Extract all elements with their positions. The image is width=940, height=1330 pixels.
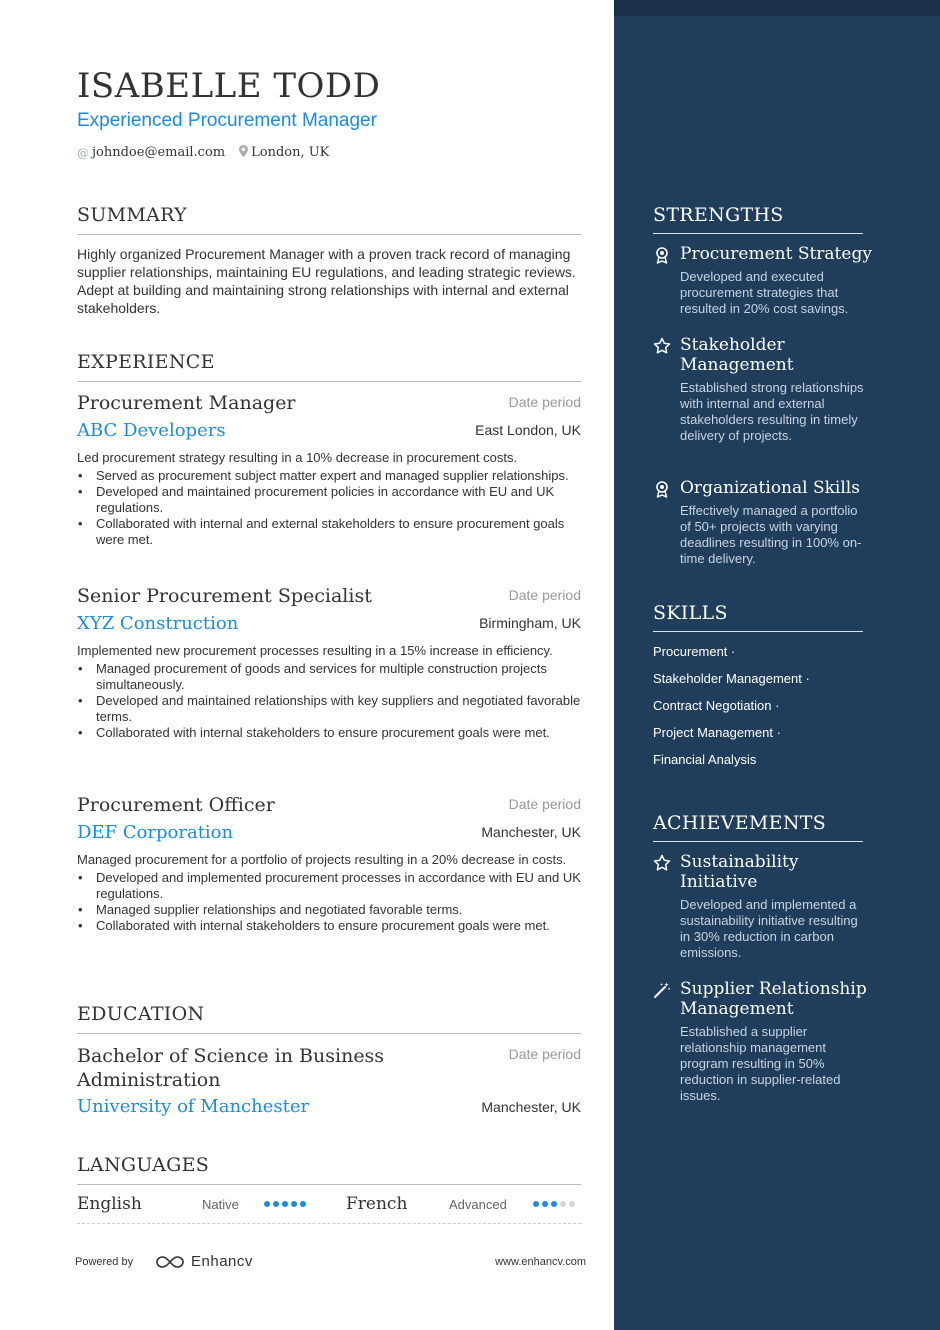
strength-description: Established strong relationships with internal and external stakeholders resulting in timely delivery of projects. [680, 380, 864, 443]
education-location: Manchester, UK [481, 1099, 581, 1115]
job-location: Manchester, UK [481, 824, 581, 840]
strength-title: Stakeholder Management [680, 335, 794, 375]
summary-text: Highly organized Procurement Manager with a proven track record of managing supplier relationships, maintaining EU regulations, and leading strategic reviews. Adept at building and maintaining strong relationships with internal and external stakeholders. [77, 246, 576, 316]
contact-location [239, 145, 329, 160]
job-company: XYZ Construction [77, 613, 239, 634]
job-bullet: • Developed and implemented procurement processes in accordance with EU and UK regulations. [77, 870, 581, 902]
powered-by-text: Powered by [75, 1256, 134, 1268]
summary-heading: SUMMARY [77, 204, 581, 235]
contact-info [77, 145, 343, 160]
strength-title: Procurement Strategy [680, 244, 872, 264]
language-item [346, 1192, 581, 1218]
job-bullet: • Collaborated with internal and external stakeholders to ensure procurement goals were met. [77, 516, 581, 548]
enhancv-url[interactable]: www.enhancv.com [495, 1256, 586, 1268]
job-bullet: • Served as procurement subject matter expert and managed supplier relationships. [77, 468, 581, 484]
sidebar-panel [614, 0, 940, 1330]
job-description: Led procurement strategy resulting in a 10% decrease in procurement costs. [77, 450, 518, 465]
achievement-item [653, 979, 873, 1104]
at-icon: @ [77, 145, 89, 160]
skill-item: Stakeholder Management · [653, 671, 810, 686]
job-date: Date period [508, 796, 581, 812]
strength-item [653, 244, 873, 317]
languages-row [77, 1192, 581, 1218]
language-name: English [77, 1194, 142, 1214]
skills-heading: SKILLS [653, 602, 863, 632]
job-bullet: • Managed procurement of goods and services for multiple construction projects simultaneously. [77, 661, 581, 693]
job-bullets [77, 661, 581, 741]
experience-heading: EXPERIENCE [77, 351, 581, 382]
language-level: Advanced [449, 1197, 507, 1212]
job-location: East London, UK [475, 422, 581, 438]
sidebar-top-bar [614, 0, 940, 16]
job-bullet: • Developed and maintained procurement policies in accordance with EU and UK regulations. [77, 484, 581, 516]
magic-wand-icon [653, 981, 671, 999]
job-role: Procurement Officer [77, 794, 275, 816]
job-description: Managed procurement for a portfolio of projects resulting in a 20% decrease in costs. [77, 852, 567, 867]
job-bullets [77, 870, 581, 934]
job-entry [77, 392, 581, 548]
candidate-name: ISABELLE TODD [77, 66, 381, 106]
job-location: Birmingham, UK [479, 615, 581, 631]
languages-heading: LANGUAGES [77, 1154, 581, 1185]
education-date: Date period [508, 1046, 581, 1062]
strength-description: Developed and executed procurement strategies that resulted in 20% cost savings. [680, 269, 849, 316]
education-school: University of Manchester [77, 1096, 310, 1117]
job-description: Implemented new procurement processes resulting in a 15% increase in efficiency. [77, 643, 553, 658]
achievement-title: Supplier Relationship Management [680, 979, 867, 1019]
proficiency-dot-filled [533, 1201, 539, 1207]
education-heading: EDUCATION [77, 1003, 581, 1034]
email-text: johndoe@email.com [92, 145, 226, 160]
achievement-description: Developed and implemented a sustainability initiative resulting in 30% reduction in carbon emissions. [680, 897, 858, 960]
education-entry [77, 1044, 581, 1117]
proficiency-dot-filled [264, 1201, 270, 1207]
proficiency-dot-filled [551, 1201, 557, 1207]
job-bullet: • Collaborated with internal stakeholders to ensure procurement goals were met. [77, 725, 581, 741]
job-company: DEF Corporation [77, 822, 234, 843]
language-dots [264, 1201, 309, 1207]
job-role: Senior Procurement Specialist [77, 585, 372, 607]
star-icon [653, 337, 671, 355]
achievement-description: Established a supplier relationship management program resulting in 50% reduction in supplier-related issues. [680, 1024, 841, 1103]
enhancv-logo[interactable] [155, 1253, 253, 1270]
strength-title: Organizational Skills [680, 478, 860, 498]
job-bullet: • Managed supplier relationships and negotiated favorable terms. [77, 902, 581, 918]
language-divider [77, 1223, 581, 1224]
job-date: Date period [508, 587, 581, 603]
job-bullet: • Collaborated with internal stakeholders to ensure procurement goals were met. [77, 918, 581, 934]
job-entry [77, 585, 581, 741]
job-date: Date period [508, 394, 581, 410]
proficiency-dot-empty [560, 1201, 566, 1207]
job-entry [77, 794, 581, 934]
enhancv-logo-icon [155, 1254, 185, 1270]
footer [75, 1253, 586, 1273]
job-bullet: • Developed and maintained relationships with key suppliers and negotiated favorable terms. [77, 693, 581, 725]
candidate-title: Experienced Procurement Manager [77, 110, 377, 131]
star-icon [653, 854, 671, 872]
education-degree: Bachelor of Science in Business Administration [77, 1045, 385, 1091]
location-text: London, UK [251, 145, 330, 160]
strength-item [653, 335, 873, 444]
skill-item: Financial Analysis [653, 752, 757, 767]
achievements-heading: ACHIEVEMENTS [653, 812, 863, 842]
strength-description: Effectively managed a portfolio of 50+ projects with varying deadlines resulting in 100% on-time delivery. [680, 503, 862, 566]
strengths-heading: STRENGTHS [653, 204, 863, 234]
language-level: Native [202, 1197, 239, 1212]
proficiency-dot-filled [291, 1201, 297, 1207]
skill-item: Procurement · [653, 644, 736, 659]
award-icon [653, 480, 671, 498]
job-role: Procurement Manager [77, 392, 296, 414]
award-icon [653, 246, 671, 264]
achievement-item [653, 852, 873, 961]
enhancv-brand: Enhancv [191, 1253, 253, 1270]
contact-email[interactable] [77, 145, 225, 160]
proficiency-dot-filled [542, 1201, 548, 1207]
skill-item: Contract Negotiation · [653, 698, 780, 713]
job-bullets [77, 468, 581, 548]
proficiency-dot-filled [273, 1201, 279, 1207]
language-dots [533, 1201, 578, 1207]
skill-item: Project Management · [653, 725, 781, 740]
strength-item [653, 478, 873, 567]
achievement-title: Sustainability Initiative [680, 852, 799, 892]
proficiency-dot-empty [569, 1201, 575, 1207]
language-name: French [346, 1194, 408, 1214]
language-item [77, 1192, 317, 1218]
proficiency-dot-filled [300, 1201, 306, 1207]
location-pin-icon [239, 145, 248, 160]
job-company: ABC Developers [77, 420, 226, 441]
proficiency-dot-filled [282, 1201, 288, 1207]
